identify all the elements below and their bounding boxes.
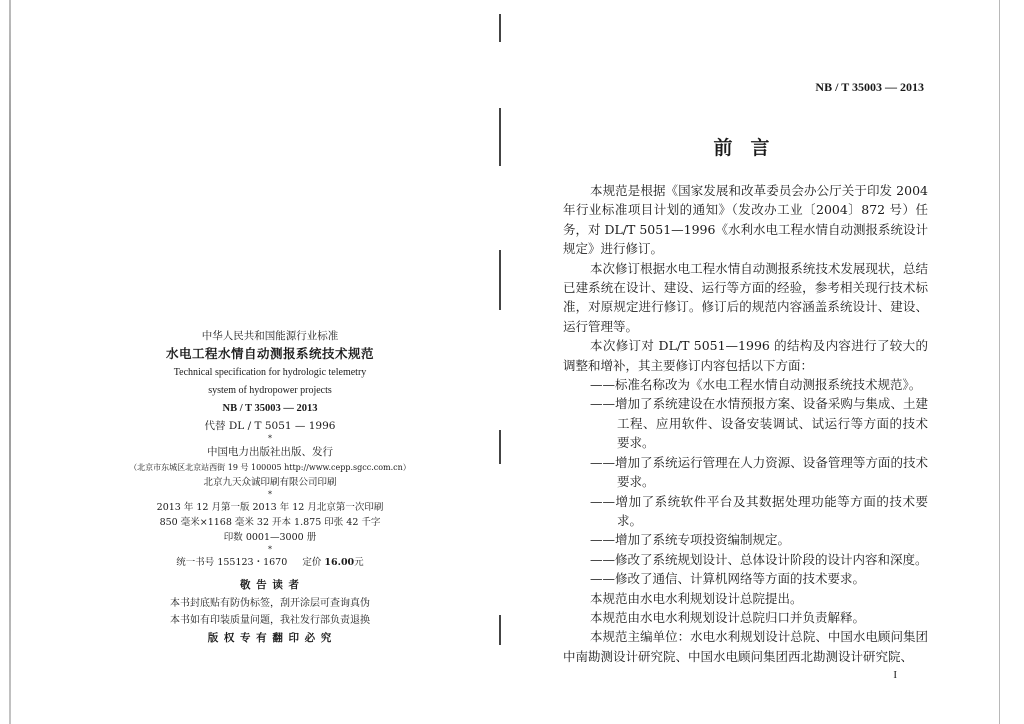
isbn-label: 统一书号 155123・1670 bbox=[176, 557, 288, 568]
price-value: 16.00 bbox=[324, 557, 355, 568]
paragraph: 本次修订根据水电工程水情自动测报系统技术发展现状，总结已建系统在设计、建设、运行等方面的经验，参考相关现行技术标准，对原规定进行修订。修订后的规范内容涵盖系统设计、建设、运行管理等。 bbox=[563, 260, 928, 334]
isbn-price-row bbox=[120, 555, 420, 571]
change-item: ——标准名称改为《水电工程水情自动测报系统技术规范》。 bbox=[590, 377, 922, 393]
header-standard-number: NB / T 35003 — 2013 bbox=[815, 80, 924, 94]
notice-returns: 本书如有印装质量问题，我社发行部负责退换 bbox=[170, 615, 370, 626]
change-item: ——修改了系统规划设计、总体设计阶段的设计内容和深度。 bbox=[590, 551, 928, 567]
rights-notice: 版 权 专 有 翻 印 必 究 bbox=[207, 632, 333, 644]
foreword-body bbox=[563, 181, 928, 666]
separator-star: * bbox=[268, 434, 272, 443]
paragraph: 本次修订对 DL/T 5051—1996 的结构及内容进行了较大的调整和增补，其主要修订内容包括以下方面： bbox=[563, 338, 928, 373]
paragraph: 本规范是根据《国家发展和改革委员会办公厅关于印发 2004 年行业标准项目计划的通知》（发改办工业〔2004〕872 号）任务，对 DL/T 5051—1996《水利水电工程水情自动测报系统设计规定》进行修订。 bbox=[563, 183, 928, 257]
printer: 北京九天众诚印刷有限公司印刷 bbox=[203, 477, 337, 488]
format-info: 850 毫米×1168 毫米 32 开本 1.875 印张 42 千字 bbox=[159, 517, 381, 528]
notice-title: 敬 告 读 者 bbox=[240, 579, 300, 591]
notice-anti-counterfeit: 本书封底贴有防伪标签，刮开涂层可查询真伪 bbox=[170, 598, 370, 609]
paragraph: 本规范由水电水利规划设计总院归口并负责解释。 bbox=[590, 609, 866, 625]
change-item: ——增加了系统专项投资编制规定。 bbox=[590, 532, 791, 548]
price-label: 定价 bbox=[302, 557, 322, 568]
foreword-page bbox=[501, 0, 1000, 724]
industry-standard-label: 中华人民共和国能源行业标准 bbox=[201, 330, 339, 342]
standard-number: NB / T 35003 — 2013 bbox=[222, 403, 318, 414]
paragraph: 本规范由水电水利规划设计总院提出。 bbox=[590, 590, 803, 606]
print-run: 印数 0001—3000 册 bbox=[223, 532, 317, 543]
replaces-standard: 代替 DL / T 5051 — 1996 bbox=[204, 420, 336, 432]
colophon-block bbox=[120, 328, 420, 647]
separator-star: * bbox=[268, 545, 272, 554]
publisher-address: （北京市东城区北京站西街 19 号 100005 http://www.cepp.sgcc.com.cn） bbox=[129, 463, 411, 472]
colophon-page bbox=[0, 0, 500, 724]
change-item: ——增加了系统运行管理在人力资源、设备管理等方面的技术要求。 bbox=[590, 454, 928, 490]
paragraph: 本规范主编单位：水电水利规划设计总院、中国水电顾问集团中南勘测设计研究院、中国水电顾问集团西北勘测设计研究院、 bbox=[563, 629, 928, 664]
standard-title-en-2: system of hydropower projects bbox=[208, 385, 332, 396]
standard-title-en-1: Technical specification for hydrologic telemetry bbox=[173, 367, 367, 378]
change-item: ——增加了系统软件平台及其数据处理功能等方面的技术要求。 bbox=[590, 493, 928, 528]
publisher: 中国电力出版社出版、发行 bbox=[207, 446, 333, 458]
separator-star: * bbox=[268, 490, 272, 499]
standard-title-cn: 水电工程水情自动测报系统技术规范 bbox=[165, 346, 374, 361]
page-number: I bbox=[893, 669, 897, 681]
price-unit: 元 bbox=[354, 557, 364, 568]
change-item: ——增加了系统建设在水情预报方案、设备采购与集成、土建工程、应用软件、设备安装调试、试运行等方面的技术要求。 bbox=[590, 396, 928, 451]
change-item: ——修改了通信、计算机网络等方面的技术要求。 bbox=[590, 571, 866, 587]
foreword-heading: 前言 bbox=[713, 137, 788, 159]
edition-info: 2013 年 12 月第一版 2013 年 12 月北京第一次印刷 bbox=[156, 502, 384, 513]
